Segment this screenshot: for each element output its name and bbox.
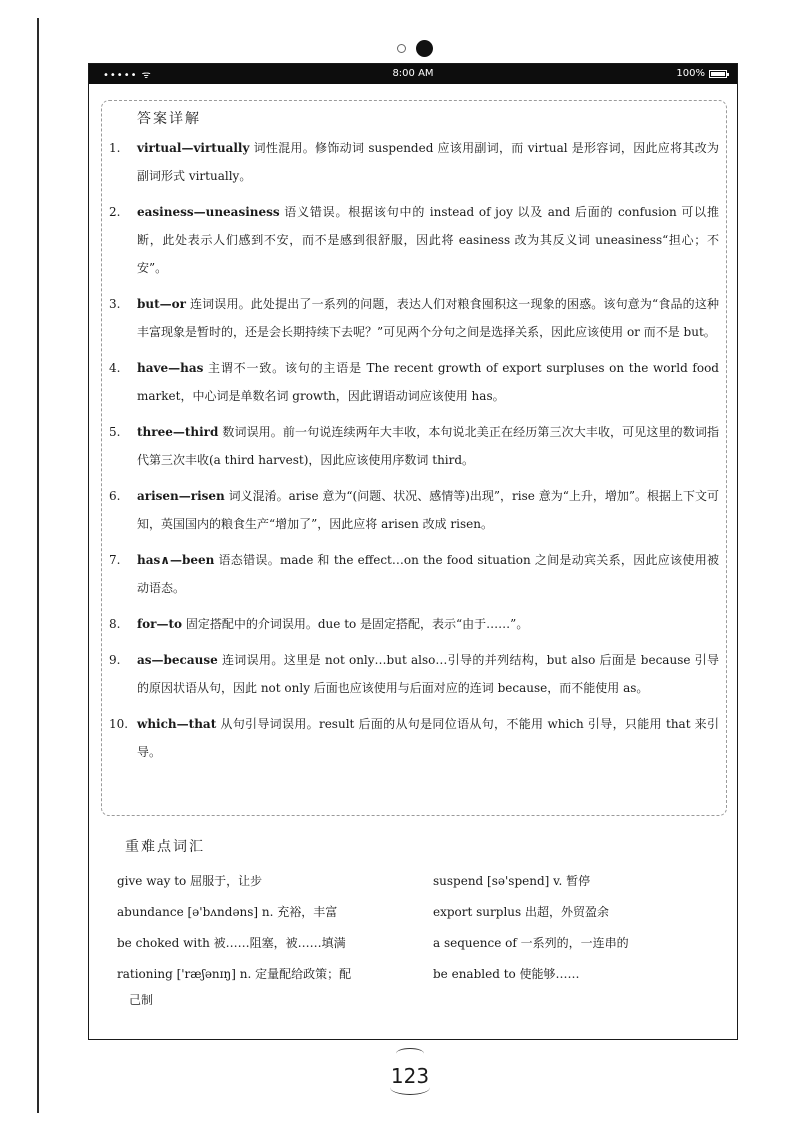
- answer-item-key: arisen—risen: [137, 489, 225, 503]
- vocabulary-entry: rationing ['ræʃənɪŋ] n. 定量配给政策；配: [117, 967, 352, 981]
- battery-fill: [711, 72, 725, 76]
- device-camera: [397, 40, 433, 57]
- page-number-ornament-top: [396, 1048, 424, 1059]
- answer-item: [109, 646, 719, 702]
- vocabulary-entry: be choked with 被……阻塞，被……填满: [117, 936, 346, 950]
- vocabulary-list: [117, 872, 717, 1007]
- answer-item-key: three—third: [137, 425, 219, 439]
- answer-item-text: 词义混淆。arise 意为“(问题、状况、感情等)出现”，rise 意为“上升，增加”。根据上下文可知，英国国内的粮食生产“增加了”，因此应将 arisen 改成 risen。: [137, 489, 719, 531]
- page-number: 123: [390, 1064, 430, 1088]
- vocabulary-entry: be enabled to 使能够……: [433, 967, 580, 981]
- answer-item-number: 2.: [109, 205, 121, 219]
- answer-item-key: easiness—uneasiness: [137, 205, 280, 219]
- vocabulary-entry: export surplus 出超，外贸盈余: [433, 905, 609, 919]
- answer-item: [109, 610, 719, 638]
- vocabulary-entry: suspend [sə'spend] v. 暂停: [433, 874, 591, 888]
- answer-item-text: 固定搭配中的介词误用。due to 是固定搭配，表示“由于……”。: [182, 617, 529, 631]
- answer-item: [109, 710, 719, 766]
- answer-item-number: 7.: [109, 553, 121, 567]
- tablet-screen: [88, 63, 738, 1040]
- answer-item-text: 主谓不一致。该句的主语是 The recent growth of export surpluses on the world food market，中心词是单数名词 growth，因此谓语动词应该使用 has。: [137, 361, 719, 403]
- answer-item: [109, 290, 719, 346]
- answer-item-key: as—because: [137, 653, 218, 667]
- answer-item-number: 9.: [109, 653, 121, 667]
- answer-item-text: 词性混用。修饰动词 suspended 应该用副词，而 virtual 是形容词，因此应将其改为副词形式 virtually。: [137, 141, 719, 183]
- answer-item: [109, 354, 719, 410]
- answer-item: [109, 482, 719, 538]
- battery-status: [676, 68, 727, 79]
- answer-item-number: 4.: [109, 361, 121, 375]
- answer-item-text: 从句引导词误用。result 后面的从句是同位语从句，不能用 which 引导，只能用 that 来引导。: [137, 717, 719, 759]
- battery-icon: [709, 70, 727, 78]
- answer-item-number: 1.: [109, 141, 121, 155]
- camera-lens-icon: [416, 40, 433, 57]
- answer-item-key: which—that: [137, 717, 217, 731]
- answer-item-number: 8.: [109, 617, 121, 631]
- answer-item-key: for—to: [137, 617, 183, 631]
- answer-section-title: 答案详解: [137, 111, 201, 127]
- answer-item-text: 数词误用。前一句说连续两年大丰收，本句说北美正在经历第三次大丰收，可见这里的数词指代第三次丰收(a third harvest)，因此应该使用序数词 third。: [137, 425, 719, 467]
- answer-item-number: 10.: [109, 717, 129, 731]
- answer-item-key: virtual—virtually: [137, 141, 250, 155]
- page-margin-rule: [37, 18, 39, 1113]
- answer-item: [109, 418, 719, 474]
- answer-list: [109, 134, 719, 774]
- answer-item-key: have—has: [137, 361, 204, 375]
- vocabulary-section-title: 重难点词汇: [125, 839, 205, 855]
- vocabulary-row: [117, 872, 717, 903]
- answer-item-text: 语义错误。根据该句中的 instead of joy 以及 and 后面的 confusion 可以推断，此处表示人们感到不安，而不是感到很舒服，因此将 easiness 改为其反义词 uneasiness“担心；不安”。: [137, 205, 719, 275]
- battery-percent: 100%: [676, 68, 705, 79]
- answer-item: [109, 134, 719, 190]
- answer-item-text: 语态错误。made 和 the effect…on the food situation 之间是动宾关系，因此应该使用被动语态。: [137, 553, 719, 595]
- answer-item-number: 6.: [109, 489, 121, 503]
- answer-item: [109, 198, 719, 282]
- answer-item: [109, 546, 719, 602]
- answer-item-number: 5.: [109, 425, 121, 439]
- vocabulary-row: [117, 903, 717, 934]
- vocabulary-entry: a sequence of 一系列的，一连串的: [433, 936, 629, 950]
- answer-item-number: 3.: [109, 297, 121, 311]
- vocabulary-row: [117, 934, 717, 965]
- answer-item-text: 连词误用。这里是 not only…but also…引导的并列结构，but also 后面是 because 引导的原因状语从句，因此 not only 后面也应该使用与后面对应的连词 because，而不能使用 as。: [137, 653, 719, 695]
- answer-item-text: 连词误用。此处提出了一系列的问题，表达人们对粮食囤积这一现象的困惑。该句意为“食品的这种丰富现象是暂时的，还是会长期持续下去呢？”可见两个分句之间是选择关系，因此应该使用 or 而不是 but。: [137, 297, 719, 339]
- status-time: 8:00 AM: [392, 68, 434, 79]
- status-bar: [89, 64, 737, 84]
- vocabulary-entry: give way to 屈服于，让步: [117, 874, 263, 888]
- vocabulary-row: [117, 965, 717, 1007]
- answer-item-key: has∧—been: [137, 553, 215, 567]
- page-number-ornament-bottom: [390, 1080, 430, 1095]
- camera-sensor-icon: [397, 44, 406, 53]
- answer-item-key: but—or: [137, 297, 186, 311]
- page-number-badge: [378, 1048, 442, 1098]
- vocabulary-entry-continuation: 己制: [129, 993, 154, 1007]
- signal-indicator: ••••• ᯤ: [103, 70, 152, 81]
- vocabulary-entry: abundance [ə'bʌndəns] n. 充裕，丰富: [117, 905, 338, 919]
